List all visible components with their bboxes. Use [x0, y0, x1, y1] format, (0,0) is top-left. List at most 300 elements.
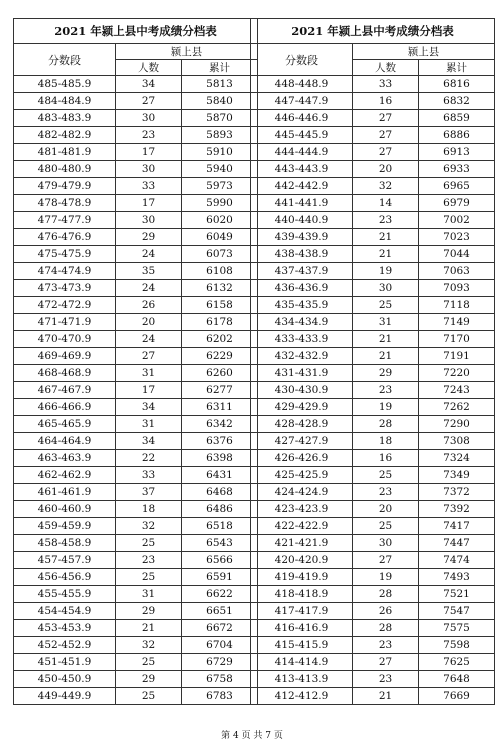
score-segment-cell: 453-453.9 [14, 620, 116, 637]
table-row [14, 212, 258, 229]
cumulative-cell: 6859 [419, 110, 495, 127]
cumulative-cell: 6376 [182, 433, 258, 450]
cumulative-cell: 7625 [419, 654, 495, 671]
cumulative-cell: 7392 [419, 501, 495, 518]
count-cell: 26 [116, 297, 182, 314]
cumulative-cell: 6049 [182, 229, 258, 246]
count-cell: 27 [353, 110, 419, 127]
count-cell: 32 [116, 637, 182, 654]
cumulative-cell: 7262 [419, 399, 495, 416]
score-segment-cell: 437-437.9 [251, 263, 353, 280]
table-row [251, 348, 495, 365]
cumulative-cell: 6202 [182, 331, 258, 348]
cumulative-cell: 6672 [182, 620, 258, 637]
header-cumulative: 累计 [419, 60, 495, 76]
score-segment-cell: 416-416.9 [251, 620, 353, 637]
score-segment-cell: 468-468.9 [14, 365, 116, 382]
table-row [251, 688, 495, 705]
count-cell: 27 [353, 552, 419, 569]
count-cell: 27 [116, 348, 182, 365]
cumulative-cell: 6543 [182, 535, 258, 552]
score-segment-cell: 414-414.9 [251, 654, 353, 671]
score-segment-cell: 418-418.9 [251, 586, 353, 603]
count-cell: 37 [116, 484, 182, 501]
count-cell: 21 [353, 688, 419, 705]
count-cell: 14 [353, 195, 419, 212]
count-cell: 33 [353, 76, 419, 93]
table-row [14, 535, 258, 552]
count-cell: 25 [116, 569, 182, 586]
count-cell: 27 [116, 93, 182, 110]
table-row [251, 603, 495, 620]
cumulative-cell: 6020 [182, 212, 258, 229]
cumulative-cell: 6073 [182, 246, 258, 263]
count-cell: 23 [353, 671, 419, 688]
score-segment-cell: 473-473.9 [14, 280, 116, 297]
score-segment-cell: 452-452.9 [14, 637, 116, 654]
score-segment-cell: 427-427.9 [251, 433, 353, 450]
count-cell: 21 [353, 229, 419, 246]
cumulative-cell: 7598 [419, 637, 495, 654]
score-segment-cell: 424-424.9 [251, 484, 353, 501]
table-row [251, 399, 495, 416]
table-row [14, 144, 258, 161]
score-segment-cell: 438-438.9 [251, 246, 353, 263]
cumulative-cell: 6933 [419, 161, 495, 178]
header-score-segment: 分数段 [251, 44, 353, 76]
table-title: 2021 年颍上县中考成绩分档表 [14, 19, 258, 44]
cumulative-cell: 7002 [419, 212, 495, 229]
cumulative-cell: 6311 [182, 399, 258, 416]
count-cell: 24 [116, 331, 182, 348]
cumulative-cell: 7669 [419, 688, 495, 705]
cumulative-cell: 7063 [419, 263, 495, 280]
cumulative-cell: 6886 [419, 127, 495, 144]
cumulative-cell: 7149 [419, 314, 495, 331]
cumulative-cell: 6816 [419, 76, 495, 93]
cumulative-cell: 6783 [182, 688, 258, 705]
score-segment-cell: 421-421.9 [251, 535, 353, 552]
table-row [251, 484, 495, 501]
table-row [251, 314, 495, 331]
count-cell: 17 [116, 144, 182, 161]
score-segment-cell: 433-433.9 [251, 331, 353, 348]
score-segment-cell: 426-426.9 [251, 450, 353, 467]
count-cell: 23 [353, 212, 419, 229]
score-segment-cell: 450-450.9 [14, 671, 116, 688]
score-segment-cell: 482-482.9 [14, 127, 116, 144]
table-row [251, 76, 495, 93]
cumulative-cell: 6260 [182, 365, 258, 382]
score-segment-cell: 436-436.9 [251, 280, 353, 297]
score-segment-cell: 417-417.9 [251, 603, 353, 620]
score-segment-cell: 465-465.9 [14, 416, 116, 433]
count-cell: 21 [116, 620, 182, 637]
table-row [14, 518, 258, 535]
count-cell: 23 [116, 552, 182, 569]
score-segment-cell: 466-466.9 [14, 399, 116, 416]
count-cell: 23 [353, 484, 419, 501]
score-segment-cell: 483-483.9 [14, 110, 116, 127]
cumulative-cell: 5910 [182, 144, 258, 161]
score-segment-cell: 447-447.9 [251, 93, 353, 110]
cumulative-cell: 6758 [182, 671, 258, 688]
count-cell: 31 [116, 416, 182, 433]
cumulative-cell: 6979 [419, 195, 495, 212]
cumulative-cell: 5870 [182, 110, 258, 127]
table-row [251, 297, 495, 314]
score-segment-cell: 479-479.9 [14, 178, 116, 195]
count-cell: 33 [116, 178, 182, 195]
count-cell: 25 [116, 688, 182, 705]
cumulative-cell: 7243 [419, 382, 495, 399]
cumulative-cell: 7493 [419, 569, 495, 586]
table-row [251, 450, 495, 467]
table-row [251, 263, 495, 280]
cumulative-cell: 6832 [419, 93, 495, 110]
header-cumulative: 累计 [182, 60, 258, 76]
count-cell: 20 [353, 161, 419, 178]
table-title: 2021 年颍上县中考成绩分档表 [251, 19, 495, 44]
score-segment-cell: 451-451.9 [14, 654, 116, 671]
table-row [251, 637, 495, 654]
score-segment-cell: 460-460.9 [14, 501, 116, 518]
score-segment-cell: 476-476.9 [14, 229, 116, 246]
cumulative-cell: 6965 [419, 178, 495, 195]
count-cell: 33 [116, 467, 182, 484]
table-row [251, 654, 495, 671]
cumulative-cell: 6591 [182, 569, 258, 586]
score-segment-cell: 459-459.9 [14, 518, 116, 535]
cumulative-cell: 7447 [419, 535, 495, 552]
table-row [251, 93, 495, 110]
count-cell: 29 [353, 365, 419, 382]
score-segment-cell: 413-413.9 [251, 671, 353, 688]
score-segment-cell: 455-455.9 [14, 586, 116, 603]
table-row [14, 297, 258, 314]
score-segment-cell: 442-442.9 [251, 178, 353, 195]
cumulative-cell: 5990 [182, 195, 258, 212]
table-row [14, 76, 258, 93]
count-cell: 28 [353, 586, 419, 603]
table-row [14, 229, 258, 246]
count-cell: 23 [353, 637, 419, 654]
cumulative-cell: 6342 [182, 416, 258, 433]
table-row [251, 331, 495, 348]
table-row [14, 314, 258, 331]
table-row [14, 348, 258, 365]
score-segment-cell: 471-471.9 [14, 314, 116, 331]
table-row [14, 603, 258, 620]
count-cell: 20 [116, 314, 182, 331]
count-cell: 32 [116, 518, 182, 535]
score-segment-cell: 457-457.9 [14, 552, 116, 569]
cumulative-cell: 7220 [419, 365, 495, 382]
count-cell: 16 [353, 450, 419, 467]
cumulative-cell: 6158 [182, 297, 258, 314]
score-segment-cell: 478-478.9 [14, 195, 116, 212]
count-cell: 28 [353, 620, 419, 637]
count-cell: 34 [116, 399, 182, 416]
cumulative-cell: 5840 [182, 93, 258, 110]
table-row [251, 127, 495, 144]
cumulative-cell: 6229 [182, 348, 258, 365]
cumulative-cell: 7521 [419, 586, 495, 603]
cumulative-cell: 7170 [419, 331, 495, 348]
score-segment-cell: 480-480.9 [14, 161, 116, 178]
cumulative-cell: 6518 [182, 518, 258, 535]
table-row [14, 586, 258, 603]
cumulative-cell: 6108 [182, 263, 258, 280]
table-row [251, 110, 495, 127]
table-row [251, 246, 495, 263]
score-segment-cell: 464-464.9 [14, 433, 116, 450]
table-row [251, 467, 495, 484]
cumulative-cell: 7023 [419, 229, 495, 246]
score-segment-cell: 456-456.9 [14, 569, 116, 586]
count-cell: 35 [116, 263, 182, 280]
table-row [14, 399, 258, 416]
score-segment-cell: 440-440.9 [251, 212, 353, 229]
count-cell: 26 [353, 603, 419, 620]
count-cell: 28 [353, 416, 419, 433]
count-cell: 18 [353, 433, 419, 450]
cumulative-cell: 7191 [419, 348, 495, 365]
score-segment-cell: 474-474.9 [14, 263, 116, 280]
score-segment-cell: 449-449.9 [14, 688, 116, 705]
count-cell: 17 [116, 195, 182, 212]
table-row [14, 93, 258, 110]
table-row [251, 518, 495, 535]
table-row [14, 178, 258, 195]
count-cell: 32 [353, 178, 419, 195]
cumulative-cell: 6398 [182, 450, 258, 467]
count-cell: 24 [116, 246, 182, 263]
cumulative-cell: 5940 [182, 161, 258, 178]
table-row [251, 144, 495, 161]
table-row [14, 620, 258, 637]
cumulative-cell: 7417 [419, 518, 495, 535]
table-row [251, 620, 495, 637]
count-cell: 25 [353, 297, 419, 314]
score-segment-cell: 458-458.9 [14, 535, 116, 552]
table-row [14, 433, 258, 450]
cumulative-cell: 5893 [182, 127, 258, 144]
count-cell: 27 [353, 127, 419, 144]
table-row [251, 229, 495, 246]
count-cell: 23 [116, 127, 182, 144]
table-row [251, 212, 495, 229]
cumulative-cell: 5813 [182, 76, 258, 93]
score-segment-cell: 428-428.9 [251, 416, 353, 433]
header-count: 人数 [116, 60, 182, 76]
header-county: 颍上县 [353, 44, 495, 60]
cumulative-cell: 6566 [182, 552, 258, 569]
cumulative-cell: 6277 [182, 382, 258, 399]
count-cell: 29 [116, 229, 182, 246]
score-segment-cell: 439-439.9 [251, 229, 353, 246]
table-row [14, 484, 258, 501]
table-row [14, 382, 258, 399]
table-row [251, 586, 495, 603]
score-segment-cell: 420-420.9 [251, 552, 353, 569]
count-cell: 19 [353, 569, 419, 586]
score-segment-cell: 463-463.9 [14, 450, 116, 467]
header-county: 颍上县 [116, 44, 258, 60]
cumulative-cell: 6486 [182, 501, 258, 518]
count-cell: 30 [353, 535, 419, 552]
count-cell: 27 [353, 654, 419, 671]
table-row [14, 450, 258, 467]
count-cell: 27 [353, 144, 419, 161]
score-segment-cell: 472-472.9 [14, 297, 116, 314]
table-row [14, 416, 258, 433]
header-score-segment: 分数段 [14, 44, 116, 76]
score-segment-cell: 469-469.9 [14, 348, 116, 365]
count-cell: 30 [116, 212, 182, 229]
score-segment-cell: 419-419.9 [251, 569, 353, 586]
cumulative-cell: 7308 [419, 433, 495, 450]
cumulative-cell: 6704 [182, 637, 258, 654]
table-row [251, 552, 495, 569]
score-segment-cell: 475-475.9 [14, 246, 116, 263]
table-row [251, 195, 495, 212]
score-segment-cell: 431-431.9 [251, 365, 353, 382]
count-cell: 24 [116, 280, 182, 297]
cumulative-cell: 7093 [419, 280, 495, 297]
score-segment-cell: 425-425.9 [251, 467, 353, 484]
table-row [14, 246, 258, 263]
cumulative-cell: 6132 [182, 280, 258, 297]
table-row [251, 433, 495, 450]
score-segment-cell: 448-448.9 [251, 76, 353, 93]
table-row [14, 195, 258, 212]
table-row [14, 467, 258, 484]
count-cell: 31 [353, 314, 419, 331]
score-segment-cell: 430-430.9 [251, 382, 353, 399]
header-count: 人数 [353, 60, 419, 76]
score-segment-cell: 415-415.9 [251, 637, 353, 654]
count-cell: 22 [116, 450, 182, 467]
cumulative-cell: 7648 [419, 671, 495, 688]
cumulative-cell: 7118 [419, 297, 495, 314]
count-cell: 30 [353, 280, 419, 297]
count-cell: 25 [353, 518, 419, 535]
table-row [251, 569, 495, 586]
score-segment-cell: 412-412.9 [251, 688, 353, 705]
table-row [14, 127, 258, 144]
score-segment-cell: 445-445.9 [251, 127, 353, 144]
score-segment-cell: 444-444.9 [251, 144, 353, 161]
count-cell: 18 [116, 501, 182, 518]
table-row [251, 280, 495, 297]
count-cell: 29 [116, 671, 182, 688]
count-cell: 25 [116, 535, 182, 552]
count-cell: 31 [116, 365, 182, 382]
cumulative-cell: 6468 [182, 484, 258, 501]
table-row [14, 654, 258, 671]
score-segment-cell: 429-429.9 [251, 399, 353, 416]
table-row [14, 637, 258, 654]
score-segment-cell: 435-435.9 [251, 297, 353, 314]
count-cell: 25 [353, 467, 419, 484]
table-row [14, 110, 258, 127]
count-cell: 23 [353, 382, 419, 399]
page-footer: 第 4 页 共 7 页 [221, 731, 283, 741]
count-cell: 29 [116, 603, 182, 620]
score-table-right [250, 18, 495, 705]
count-cell: 20 [353, 501, 419, 518]
count-cell: 31 [116, 586, 182, 603]
cumulative-cell: 6622 [182, 586, 258, 603]
cumulative-cell: 6729 [182, 654, 258, 671]
score-table-left [13, 18, 258, 705]
cumulative-cell: 6651 [182, 603, 258, 620]
cumulative-cell: 7474 [419, 552, 495, 569]
table-row [251, 365, 495, 382]
count-cell: 30 [116, 110, 182, 127]
table-row [251, 178, 495, 195]
score-segment-cell: 462-462.9 [14, 467, 116, 484]
count-cell: 30 [116, 161, 182, 178]
score-segment-cell: 443-443.9 [251, 161, 353, 178]
score-segment-cell: 485-485.9 [14, 76, 116, 93]
cumulative-cell: 7044 [419, 246, 495, 263]
table-row [251, 535, 495, 552]
count-cell: 34 [116, 76, 182, 93]
score-segment-cell: 477-477.9 [14, 212, 116, 229]
cumulative-cell: 7324 [419, 450, 495, 467]
score-segment-cell: 467-467.9 [14, 382, 116, 399]
cumulative-cell: 7349 [419, 467, 495, 484]
table-row [251, 501, 495, 518]
score-segment-cell: 422-422.9 [251, 518, 353, 535]
table-row [14, 331, 258, 348]
table-row [251, 416, 495, 433]
count-cell: 16 [353, 93, 419, 110]
cumulative-cell: 7575 [419, 620, 495, 637]
cumulative-cell: 7547 [419, 603, 495, 620]
score-segment-cell: 470-470.9 [14, 331, 116, 348]
score-segment-cell: 432-432.9 [251, 348, 353, 365]
cumulative-cell: 6178 [182, 314, 258, 331]
count-cell: 17 [116, 382, 182, 399]
count-cell: 25 [116, 654, 182, 671]
table-row [14, 552, 258, 569]
count-cell: 21 [353, 348, 419, 365]
cumulative-cell: 6431 [182, 467, 258, 484]
count-cell: 34 [116, 433, 182, 450]
table-row [14, 688, 258, 705]
cumulative-cell: 5973 [182, 178, 258, 195]
cumulative-cell: 7372 [419, 484, 495, 501]
score-segment-cell: 434-434.9 [251, 314, 353, 331]
cumulative-cell: 7290 [419, 416, 495, 433]
cumulative-cell: 6913 [419, 144, 495, 161]
count-cell: 21 [353, 331, 419, 348]
score-segment-cell: 461-461.9 [14, 484, 116, 501]
count-cell: 19 [353, 263, 419, 280]
score-segment-cell: 484-484.9 [14, 93, 116, 110]
table-row [14, 569, 258, 586]
table-row [14, 501, 258, 518]
count-cell: 21 [353, 246, 419, 263]
table-row [14, 161, 258, 178]
score-segment-cell: 454-454.9 [14, 603, 116, 620]
table-row [251, 382, 495, 399]
score-segment-cell: 423-423.9 [251, 501, 353, 518]
table-row [251, 161, 495, 178]
